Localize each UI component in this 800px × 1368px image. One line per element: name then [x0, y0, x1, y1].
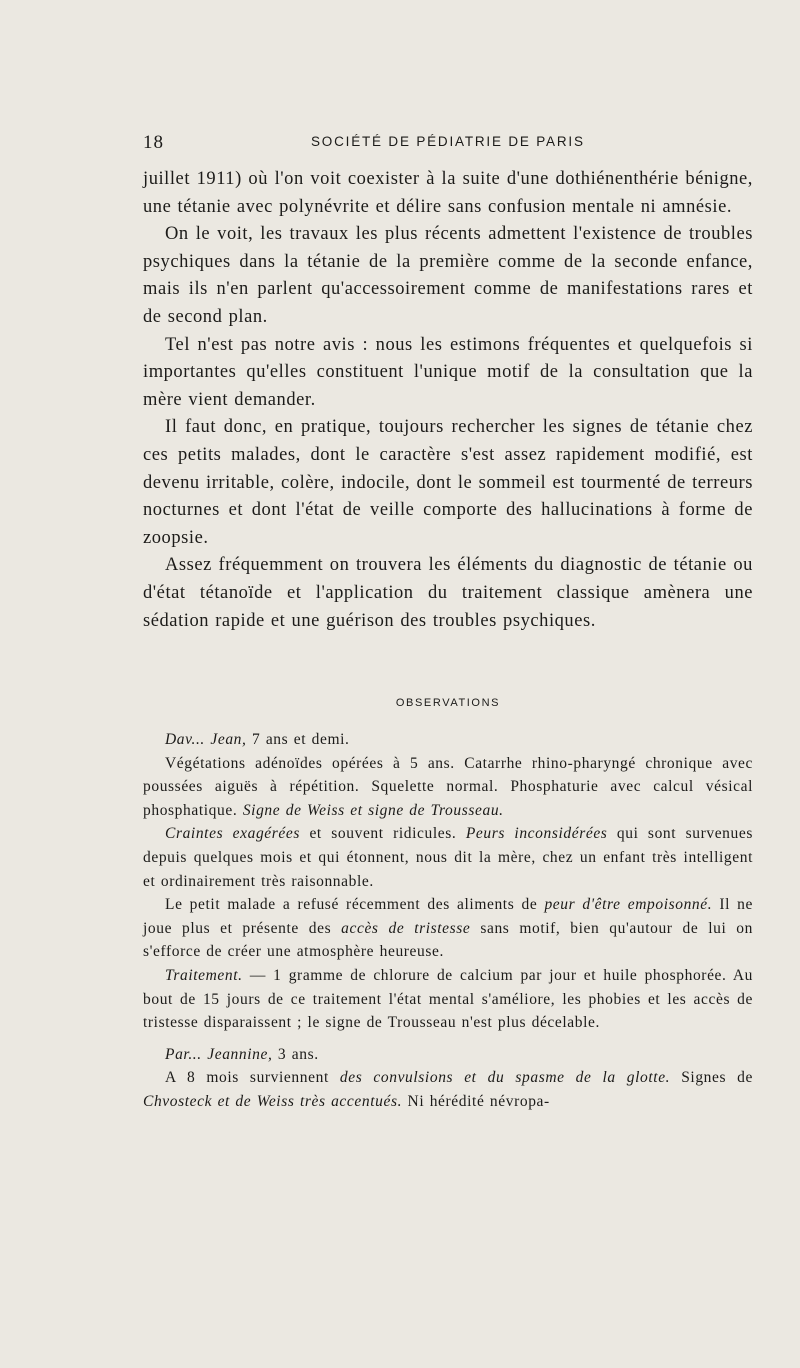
page-header: [143, 132, 753, 156]
paragraph: juillet 1911) où l'on voit coexister à la suite d'une dothiénenthérie bénigne, une tétanie avec polynévrite et délire sans confusion mentale ni amnésie.: [143, 169, 753, 217]
italic-run: peur d'être empoisonné.: [544, 896, 713, 914]
text-run: Ni hérédité névropa-: [402, 1092, 550, 1110]
observations-heading: OBSERVATIONS: [395, 697, 501, 709]
text-run: A 8 mois surviennent: [165, 1069, 340, 1087]
obs1-patient: Dav... Jean,: [165, 731, 247, 748]
obs2-paragraph-1: [143, 1066, 753, 1113]
obs2-heading: [143, 1043, 753, 1067]
italic-run: accès de tristesse: [341, 919, 471, 937]
obs1-paragraph-3: [143, 893, 753, 964]
obs1-paragraph-2: [143, 822, 753, 893]
obs1-paragraph-1: [143, 752, 753, 823]
obs2-age: 3 ans.: [272, 1045, 319, 1063]
italic-run: Traitement.: [165, 966, 243, 984]
text-run: qui sont survenues depuis quelques mois et qui étonnent, nous dit la mère, chez un enfant très intelligent et ordinairement très raisonnable.: [143, 825, 753, 890]
italic-run: Peurs inconsidérées: [465, 825, 608, 843]
text-run: Végétations adénoïdes opérées à 5 ans. Catarrhe rhino-pharyngé chronique avec poussées aiguës à répétition. Squelette normal. Phosphaturie avec calcul vésical phosphatique.: [143, 754, 753, 819]
text-run: Signes de: [670, 1069, 754, 1087]
obs1-age: 7 ans et demi.: [246, 731, 350, 748]
observations-section: [143, 728, 753, 1114]
paragraph: Assez fréquemment on trouvera les éléments du diagnostic de tétanie ou d'état tétanoïde et l'application du traitement classique amènera une sédation rapide et une guérison des troubles psychiques.: [143, 555, 753, 631]
running-title: SOCIÉTÉ DE PÉDIATRIE DE PARIS: [311, 134, 585, 149]
italic-run: Craintes exagérées: [165, 825, 300, 843]
italic-run: des convulsions et du spasme de la glotte.: [339, 1069, 671, 1087]
text-run: Il ne joue plus et présente des: [143, 896, 753, 937]
main-text: [143, 166, 753, 635]
text-run: et souvent ridicules.: [300, 825, 466, 843]
obs2-patient: Par... Jeannine,: [165, 1045, 273, 1063]
text-run: Le petit malade a refusé récemment des aliments de: [165, 896, 545, 914]
paragraph: Il faut donc, en pratique, toujours rechercher les signes de tétanie chez ces petits malades, dont le caractère s'est assez rapidement modifié, est devenu irritable, colère, indocile, dont le sommeil est tourmenté de terreurs nocturnes et dont l'état de veille comporte des hallucinations à forme de zoopsie.: [143, 417, 753, 548]
italic-run: Chvosteck et de Weiss très accentués.: [143, 1092, 403, 1110]
page-number: 18: [143, 132, 164, 153]
obs1-paragraph-4: [143, 964, 753, 1035]
paragraph: On le voit, les travaux les plus récents admettent l'existence de troubles psychiques dans la tétanie de la première comme de la seconde enfance, mais ils n'en parlent qu'accessoirement comme de manifestations rares et de second plan.: [143, 224, 753, 327]
paragraph: Tel n'est pas notre avis : nous les estimons fréquentes et quelquefois si importantes qu'elles constituent l'unique motif de la consultation que la mère vient demander.: [143, 334, 753, 410]
text-run: sans motif, bien qu'autour de lui on s'efforce de créer une atmosphère heureuse.: [143, 919, 753, 961]
obs1-heading: [143, 728, 753, 752]
text-run: — 1 gramme de chlorure de calcium par jour et huile phosphorée. Au bout de 15 jours de ce traitement l'état mental s'améliore, les phobies et les accès de tristesse disparaissent ; le signe de Trousseau n'est plus décelable.: [143, 966, 753, 1032]
italic-run: Signe de Weiss et signe de Trousseau.: [242, 801, 504, 819]
